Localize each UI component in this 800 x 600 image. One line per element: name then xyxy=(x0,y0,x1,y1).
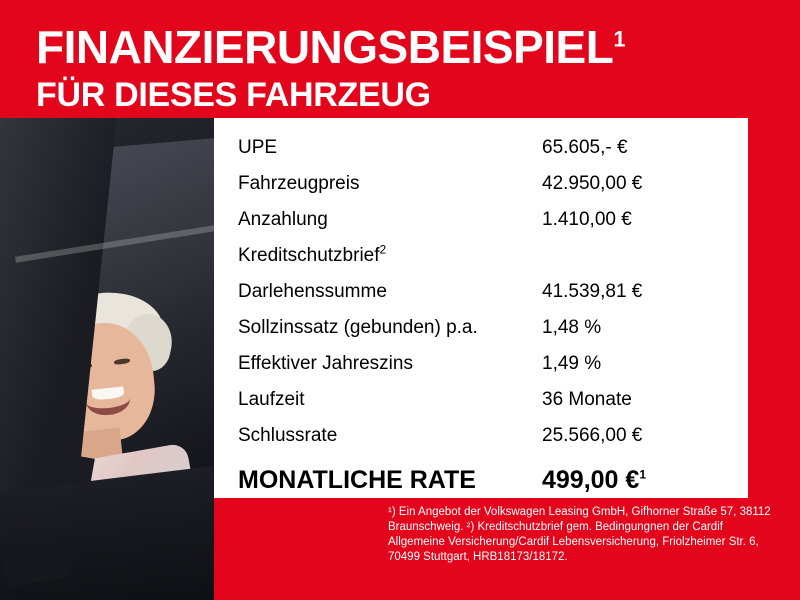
row-value: 41.539,81 € xyxy=(542,281,643,302)
row-label xyxy=(214,130,538,166)
row-label-text: Anzahlung xyxy=(238,209,328,230)
row-label-text: Kreditschutzbrief xyxy=(238,245,380,266)
row-label-text: Fahrzeugpreis xyxy=(238,173,360,194)
row-value xyxy=(538,238,748,274)
page-title-footnote-marker: 1 xyxy=(613,26,626,52)
row-label-text: Laufzeit xyxy=(238,389,305,410)
row-label xyxy=(214,166,538,202)
page-title xyxy=(36,22,780,72)
total-value xyxy=(538,454,748,502)
table-row xyxy=(214,382,748,418)
row-label-text: Schlussrate xyxy=(238,425,338,446)
table-row xyxy=(214,202,748,238)
row-value: 1,48 % xyxy=(542,317,602,338)
row-value: 42.950,00 € xyxy=(542,173,643,194)
table-row xyxy=(214,274,748,310)
row-label xyxy=(214,382,538,418)
row-value: 25.566,00 € xyxy=(542,425,643,446)
row-label-text: Sollzinssatz (gebunden) p.a. xyxy=(238,317,478,338)
table-row xyxy=(214,418,748,454)
row-label xyxy=(214,418,538,454)
row-label xyxy=(214,238,538,274)
page-title-text: FINANZIERUNGSBEISPIEL xyxy=(36,21,614,73)
vehicle-photo xyxy=(0,118,214,600)
row-label xyxy=(214,274,538,310)
table-row xyxy=(214,166,748,202)
finance-table-panel xyxy=(214,118,748,498)
row-value: 1,49 % xyxy=(542,353,602,374)
total-label: MONATLICHE RATE xyxy=(238,466,476,494)
row-label xyxy=(214,202,538,238)
header xyxy=(36,22,780,114)
row-value: 36 Monate xyxy=(542,389,632,410)
row-value: 65.605,- € xyxy=(542,137,628,158)
table-row xyxy=(214,346,748,382)
finance-table-body xyxy=(214,130,748,502)
total-footnote-marker: 1 xyxy=(639,467,647,482)
legal-footnote: ¹) Ein Angebot der Volkswagen Leasing GmbH, Gifhorner Straße 57, 38112 Braunschweig. ²) Kreditschutzbrief gem. Bedingungnen der Cardif Allgemeine Versicherung/Cardif Lebensversicherung, Friolzheimer Str. 6, 70499 Stuttgart, HRB18173/18172. xyxy=(388,506,771,563)
row-label xyxy=(214,310,538,346)
row-label xyxy=(214,346,538,382)
table-row xyxy=(214,310,748,346)
row-label-text: UPE xyxy=(238,137,278,158)
total-value-text: 499,00 € xyxy=(542,466,640,494)
table-row-total xyxy=(214,454,748,502)
row-value: 1.410,00 € xyxy=(542,209,632,230)
table-row xyxy=(214,130,748,166)
finance-table xyxy=(214,130,748,502)
row-label-text: Darlehenssumme xyxy=(238,281,387,302)
row-footnote-marker: 2 xyxy=(379,242,387,257)
table-row xyxy=(214,238,748,274)
page-subtitle: FÜR DIESES FAHRZEUG xyxy=(36,76,431,114)
row-label-text: Effektiver Jahreszins xyxy=(238,353,413,374)
